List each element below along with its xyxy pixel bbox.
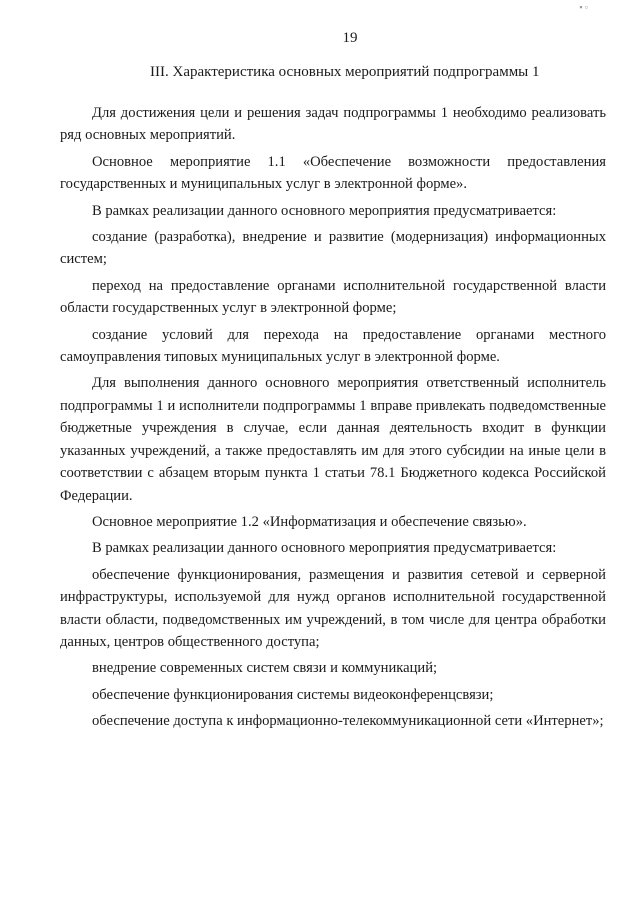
paragraph: Основное мероприятие 1.1 «Обеспечение возможности предоставления государственных и муниципальных услуг в электронной форме». bbox=[60, 153, 606, 193]
paragraph: внедрение современных систем связи и коммуникаций; bbox=[92, 660, 438, 677]
paragraph: Основное мероприятие 1.2 «Информатизация и обеспечение связью». bbox=[92, 513, 527, 530]
paragraph: Для выполнения данного основного мероприятия ответственный исполнитель подпрограммы 1 и исполнители подпрограммы 1 вправе привлекать подведомственные бюджетные учреждения в случае, если данная деятельность входит в функции указанных учреждений, а также предоставлять им для этого субсидии на иные цели в соответствии с абзацем вторым пункта 1 статьи 78.1 Бюджетного кодекса Российской Федерации. bbox=[60, 375, 606, 504]
paragraph: В рамках реализации данного основного мероприятия предусматривается: bbox=[92, 202, 557, 219]
paragraph: В рамках реализации данного основного мероприятия предусматривается: bbox=[92, 540, 557, 557]
paragraph: обеспечение функционирования, размещения и развития сетевой и серверной инфраструктуры, используемой для нужд органов исполнительной государственной власти области, подведомственных им учреждений, в том числе для центра обработки данных, центров общественного доступа; bbox=[60, 566, 606, 650]
paragraph: создание (разработка), внедрение и развитие (модернизация) информационных систем; bbox=[60, 229, 606, 268]
scan-corner-mark: ▪ ▫ bbox=[579, 2, 588, 12]
paragraph: обеспечение функционирования системы видеоконференцсвязи; bbox=[92, 686, 494, 703]
document-body bbox=[60, 102, 606, 737]
page-number: 19 bbox=[342, 30, 358, 46]
section-heading: III. Характеристика основных мероприятий подпрограммы 1 bbox=[150, 64, 540, 80]
paragraph: переход на предоставление органами исполнительной государственной власти области государственных услуг в электронной форме; bbox=[60, 277, 606, 317]
paragraph: Для достижения цели и решения задач подпрограммы 1 необходимо реализовать ряд основных мероприятий. bbox=[60, 105, 606, 144]
paragraph: обеспечение доступа к информационно-телекоммуникационной сети «Интернет»; bbox=[92, 713, 604, 730]
paragraph: создание условий для перехода на предоставление органами местного самоуправления типовых муниципальных услуг в электронной форме. bbox=[60, 326, 606, 366]
